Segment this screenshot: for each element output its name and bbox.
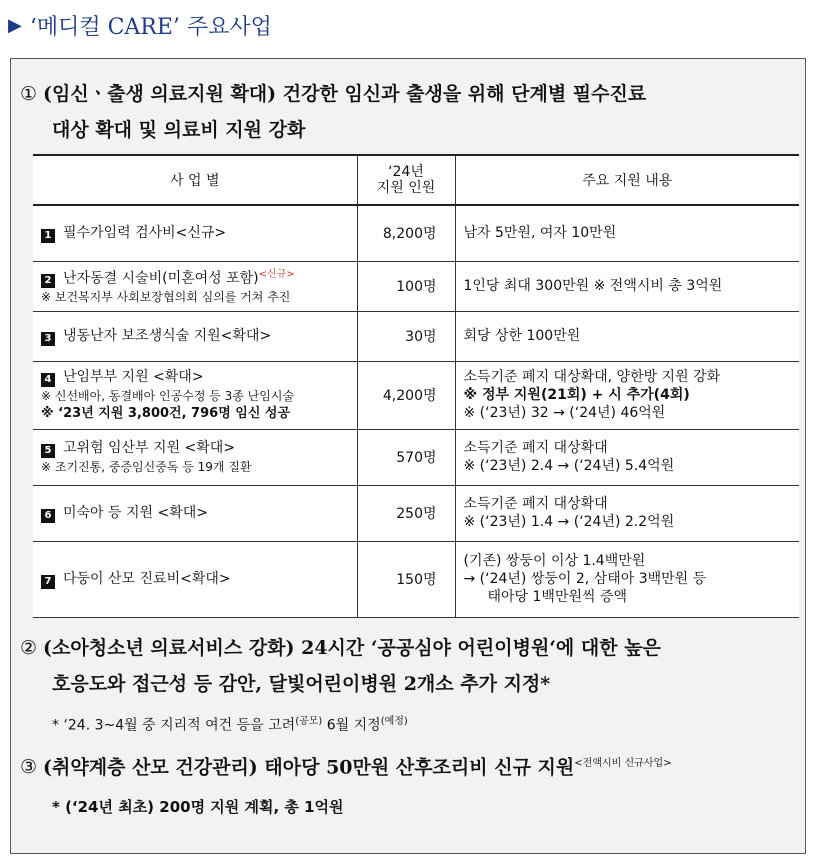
header-count: ‘24년 지원 인원: [357, 155, 455, 205]
row-note: ※ 보건복지부 사회보장협의회 심의를 거쳐 추진: [41, 290, 291, 305]
row-count: 8,200명: [357, 205, 455, 261]
section3-note: * (‘24년 최초) 200명 지원 계획, 총 1억원: [52, 798, 344, 816]
row-name: 필수가임력 검사비<신규>: [63, 224, 227, 241]
row-note: ※ 조기진통, 중증임신중독 등 19개 질환: [41, 459, 252, 474]
row-number-badge: 6: [41, 509, 55, 523]
section1-line1: (임신ㆍ출생 의료지원 확대) 건강한 임신과 출생을 위해 단계별 필수진료: [43, 83, 647, 105]
row-content: 소득기준 폐지 대상확대 ※ (‘23년) 1.4 → (‘24년) 2.2억원: [455, 485, 799, 541]
section3-line1: (취약계층 산모 건강관리) 태아당 50만원 산후조리비 신규 지원: [43, 756, 575, 779]
row-number-badge: 3: [41, 332, 55, 346]
row-name: 고위험 임산부 지원 <확대>: [63, 439, 236, 456]
row-note-bold: ※ ‘23년 지원 3,800건, 796명 임신 성공: [41, 405, 291, 421]
table-header-row: [33, 155, 799, 205]
row-number-badge: 2: [41, 274, 55, 288]
table-row: [33, 311, 799, 361]
row-content: (기존) 쌍둥이 이상 1.4백만원 → (‘24년) 쌍둥이 2, 삼태아 3백만원 등 태아당 1백만원씩 증액: [455, 541, 799, 617]
table-row: [33, 261, 799, 311]
section1-marker: ①: [20, 83, 38, 105]
header-content: 주요 지원 내용: [455, 155, 799, 205]
row-note: ※ 신선배아, 동결배아 인공수정 등 3종 난임시술: [41, 388, 295, 403]
row-count: 570명: [357, 429, 455, 485]
row-content: 소득기준 폐지 대상확대 ※ (‘23년) 2.4 → (‘24년) 5.4억원: [455, 429, 799, 485]
header-business: 사 업 별: [33, 155, 357, 205]
row-name: 냉동난자 보조생식술 지원<확대>: [63, 327, 272, 344]
table-row: [33, 205, 799, 261]
row-name: 난임부부 지원 <확대>: [63, 368, 204, 385]
section3-sup: <전액시비 신규사업>: [574, 758, 672, 769]
support-table: [33, 154, 799, 618]
row-name: 난자동결 시술비(미혼여성 포함): [63, 270, 259, 287]
row-number-badge: 5: [41, 444, 55, 458]
table-row: [33, 429, 799, 485]
row-number-badge: 1: [41, 229, 55, 243]
row-name: 다둥이 산모 진료비<확대>: [63, 570, 231, 587]
section2-marker: ②: [20, 637, 38, 659]
page-title-text: ‘메디컬 CARE’ 주요사업: [29, 14, 272, 40]
row-count: 100명: [357, 261, 455, 311]
table-row: [33, 541, 799, 617]
section2-line1: (소아청소년 의료서비스 강화) 24시간 ‘공공심야 어린이병원‘에 대한 높은: [43, 637, 661, 659]
row-content: 소득기준 폐지 대상확대, 양한방 지원 강화 ※ 정부 지원(21회) + 시 추가(4회) ※ (‘23년) 32 → (‘24년) 46억원: [455, 361, 799, 429]
table-row: [33, 485, 799, 541]
row-number-badge: 7: [41, 575, 55, 589]
section2-heading: [20, 630, 661, 666]
section3-heading: [20, 746, 672, 785]
row-count: 150명: [357, 541, 455, 617]
row-count: 4,200명: [357, 361, 455, 429]
row-name: 미숙아 등 지원 <확대>: [63, 504, 209, 521]
row-content: 1인당 최대 300만원 ※ 전액시비 총 3억원: [455, 261, 799, 311]
row-number-badge: 4: [41, 373, 55, 387]
row-sup: <신규>: [258, 268, 295, 280]
row-count: 30명: [357, 311, 455, 361]
row-content: 회당 상한 100만원: [455, 311, 799, 361]
row-content: 남자 5만원, 여자 10만원: [455, 205, 799, 261]
section1-heading: [20, 76, 646, 112]
table-row: [33, 361, 799, 429]
section1-heading-line2: 대상 확대 및 의료비 지원 강화: [52, 119, 306, 141]
section2-note: * ‘24. 3~4월 중 지리적 여건 등을 고려$^{(공모)}$ 6월 지정$^{(예정)}$: [52, 716, 408, 734]
triangle-bullet-icon: ▶: [8, 14, 22, 36]
row-count: 250명: [357, 485, 455, 541]
section2-heading-line2: 호응도와 접근성 등 감안, 달빛어린이병원 2개소 추가 지정*: [52, 673, 551, 695]
section3-marker: ③: [20, 756, 38, 779]
page-title: [8, 8, 272, 42]
